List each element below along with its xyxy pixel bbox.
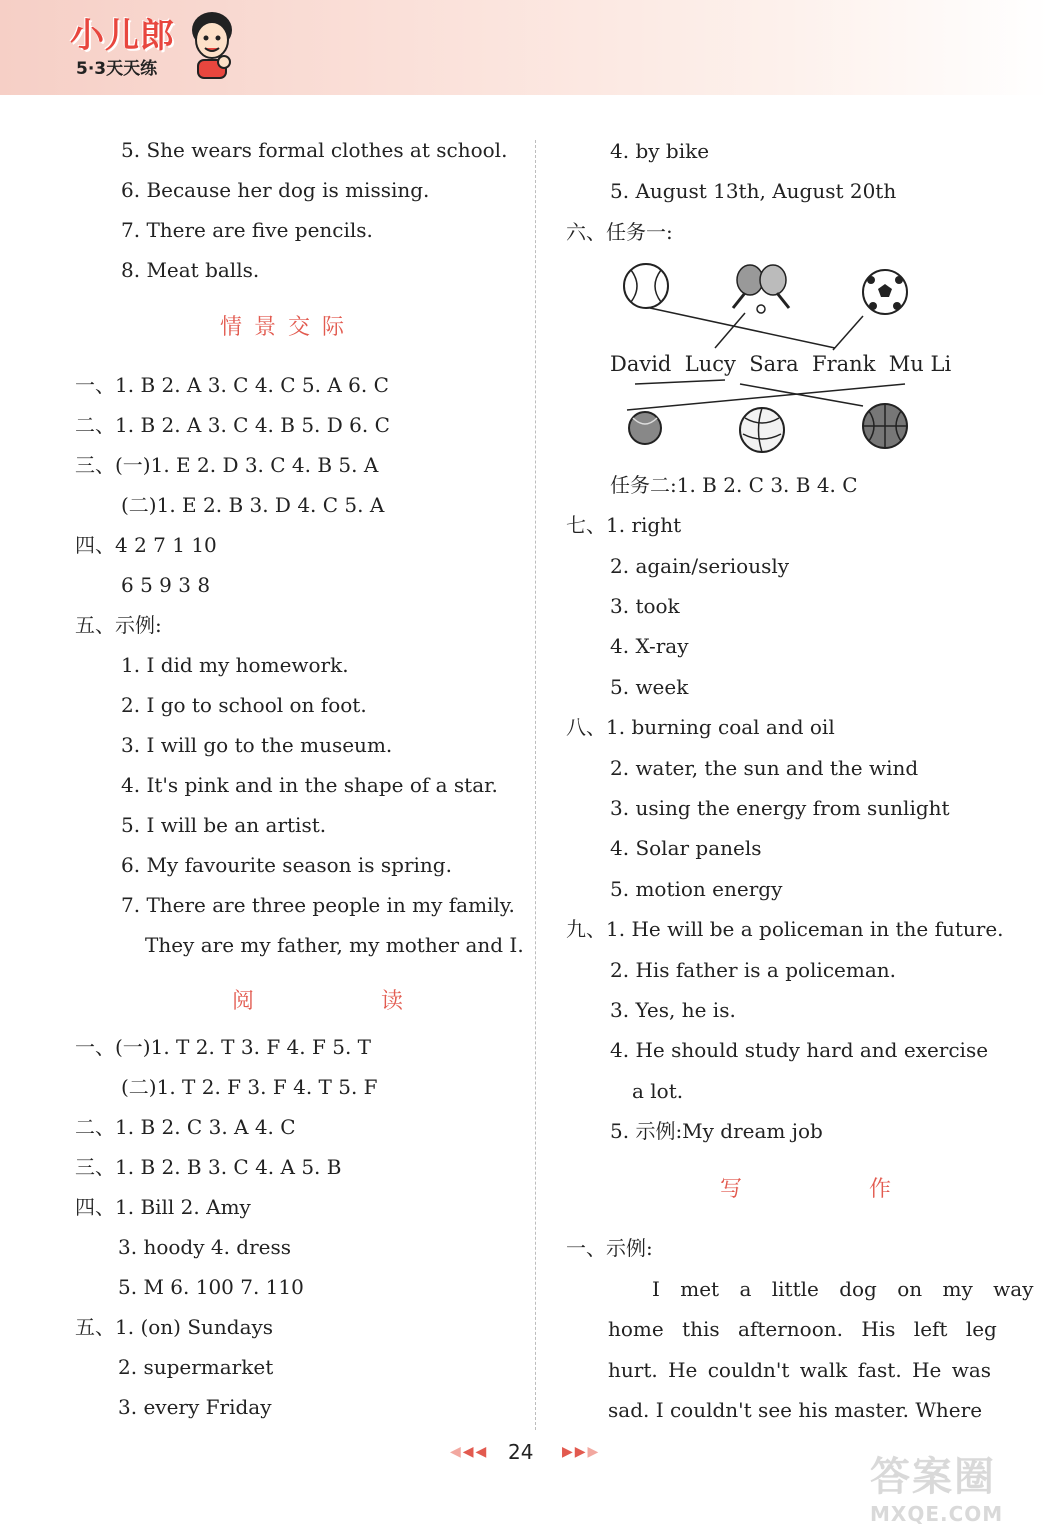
page-number: 24	[508, 1440, 534, 1464]
answer-line: 四、4 2 7 1 10	[75, 533, 217, 557]
brand-subtitle: 5·3天天练	[76, 59, 158, 79]
answer-line: They are my father, my mother and I.	[145, 933, 524, 957]
answer-line: 4. It's pink and in the shape of a star.	[121, 773, 498, 797]
brand-logo: 小儿郎	[70, 16, 175, 56]
answer-line: 六、任务一:	[566, 220, 673, 244]
writing-line: home this afternoon. His left leg	[608, 1317, 997, 1341]
ball-icon	[629, 412, 661, 444]
watermark-text: 答案圈	[870, 1454, 996, 1500]
answer-line: 6 5 9 3 8	[121, 573, 211, 597]
answer-line: 5. 示例:My dream job	[610, 1119, 823, 1143]
answer-line: 3. took	[610, 594, 680, 618]
page-prev-arrows-icon: ◀◀◀	[450, 1444, 489, 1460]
answer-line: 5. She wears formal clothes at school.	[121, 138, 508, 162]
answer-line: 7. There are three people in my family.	[121, 893, 515, 917]
writing-line: sad. I couldn't see his master. Where	[608, 1398, 983, 1422]
watermark	[870, 1445, 1045, 1533]
answer-line: 一、1. B 2. A 3. C 4. C 5. A 6. C	[75, 373, 389, 397]
answer-line: 5. M 6. 100 7. 110	[118, 1275, 304, 1299]
answer-line: 三、1. B 2. B 3. C 4. A 5. B	[75, 1155, 342, 1179]
answer-line: 5. week	[610, 675, 689, 699]
name-label: Mu Li	[888, 352, 952, 376]
answer-line: 5. motion energy	[610, 877, 783, 901]
answer-line: 3. Yes, he is.	[610, 998, 736, 1022]
answer-line: 四、1. Bill 2. Amy	[75, 1195, 251, 1219]
mascot-icon	[188, 8, 236, 80]
writing-line: I met a little dog on my way	[652, 1277, 1034, 1301]
page-header	[0, 0, 1049, 95]
answer-line: a lot.	[632, 1079, 684, 1103]
answer-line: 3. hoody 4. dress	[118, 1235, 292, 1259]
answer-line: 7. There are five pencils.	[121, 218, 373, 242]
section-title-situational: 情景交际	[220, 315, 357, 340]
tennis-ball-icon	[624, 264, 668, 308]
watermark-url: MXQE.COM	[870, 1502, 1004, 1526]
matching-names	[610, 351, 951, 377]
page-next-arrows-icon: ▶▶▶	[562, 1444, 601, 1460]
answer-line: 二、1. B 2. C 3. A 4. C	[75, 1115, 296, 1139]
answer-line: 任务二:1. B 2. C 3. B 4. C	[610, 473, 858, 497]
answer-line: 4. Solar panels	[610, 836, 762, 860]
answer-line: 5. August 13th, August 20th	[610, 179, 897, 203]
answer-line: 4. He should study hard and exercise	[610, 1038, 989, 1062]
answer-line: (二)1. T 2. F 3. F 4. T 5. F	[121, 1075, 378, 1099]
answer-line: 五、1. (on) Sundays	[75, 1315, 274, 1339]
answer-line: 九、1. He will be a policeman in the future.	[566, 917, 1004, 941]
answer-line: 3. every Friday	[118, 1395, 272, 1419]
section-title-reading: 阅 读	[232, 989, 463, 1014]
answer-line: 八、1. burning coal and oil	[566, 715, 835, 739]
writing-line: hurt. He couldn't walk fast. He was	[608, 1358, 992, 1382]
answer-line: 2. supermarket	[118, 1355, 274, 1379]
answer-line: 一、(一)1. T 2. T 3. F 4. F 5. T	[75, 1035, 372, 1059]
answer-line: 5. I will be an artist.	[121, 813, 327, 837]
basketball-icon	[863, 404, 907, 448]
name-label: Lucy	[684, 352, 736, 376]
answer-line: 2. His father is a policeman.	[610, 958, 896, 982]
answer-line: 二、1. B 2. A 3. C 4. B 5. D 6. C	[75, 413, 390, 437]
answer-line: 五、示例:	[75, 613, 162, 637]
name-label: David	[610, 352, 672, 376]
answer-line: 2. again/seriously	[610, 554, 790, 578]
answer-line: 8. Meat balls.	[121, 258, 260, 282]
answer-line: 一、示例:	[566, 1236, 653, 1260]
answer-line: 三、(一)1. E 2. D 3. C 4. B 5. A	[75, 453, 379, 477]
answer-line: 1. I did my homework.	[121, 653, 349, 677]
answer-line: (二)1. E 2. B 3. D 4. C 5. A	[121, 493, 385, 517]
football-icon	[863, 270, 907, 314]
answer-line: 6. Because her dog is missing.	[121, 178, 430, 202]
answer-line: 4. X-ray	[610, 634, 689, 658]
answer-line: 2. water, the sun and the wind	[610, 756, 919, 780]
answer-line: 4. by bike	[610, 139, 710, 163]
name-label: Sara	[749, 352, 799, 376]
volleyball-icon	[740, 408, 784, 452]
answer-line: 七、1. right	[566, 513, 682, 537]
section-title-writing: 写 作	[720, 1177, 951, 1202]
answer-line: 2. I go to school on foot.	[121, 693, 367, 717]
answer-line: 3. I will go to the museum.	[121, 733, 393, 757]
name-label: Frank	[812, 352, 876, 376]
answer-line: 3. using the energy from sunlight	[610, 796, 950, 820]
column-divider	[535, 140, 536, 1430]
answer-line: 6. My favourite season is spring.	[121, 853, 452, 877]
ping-pong-icon	[733, 265, 789, 313]
